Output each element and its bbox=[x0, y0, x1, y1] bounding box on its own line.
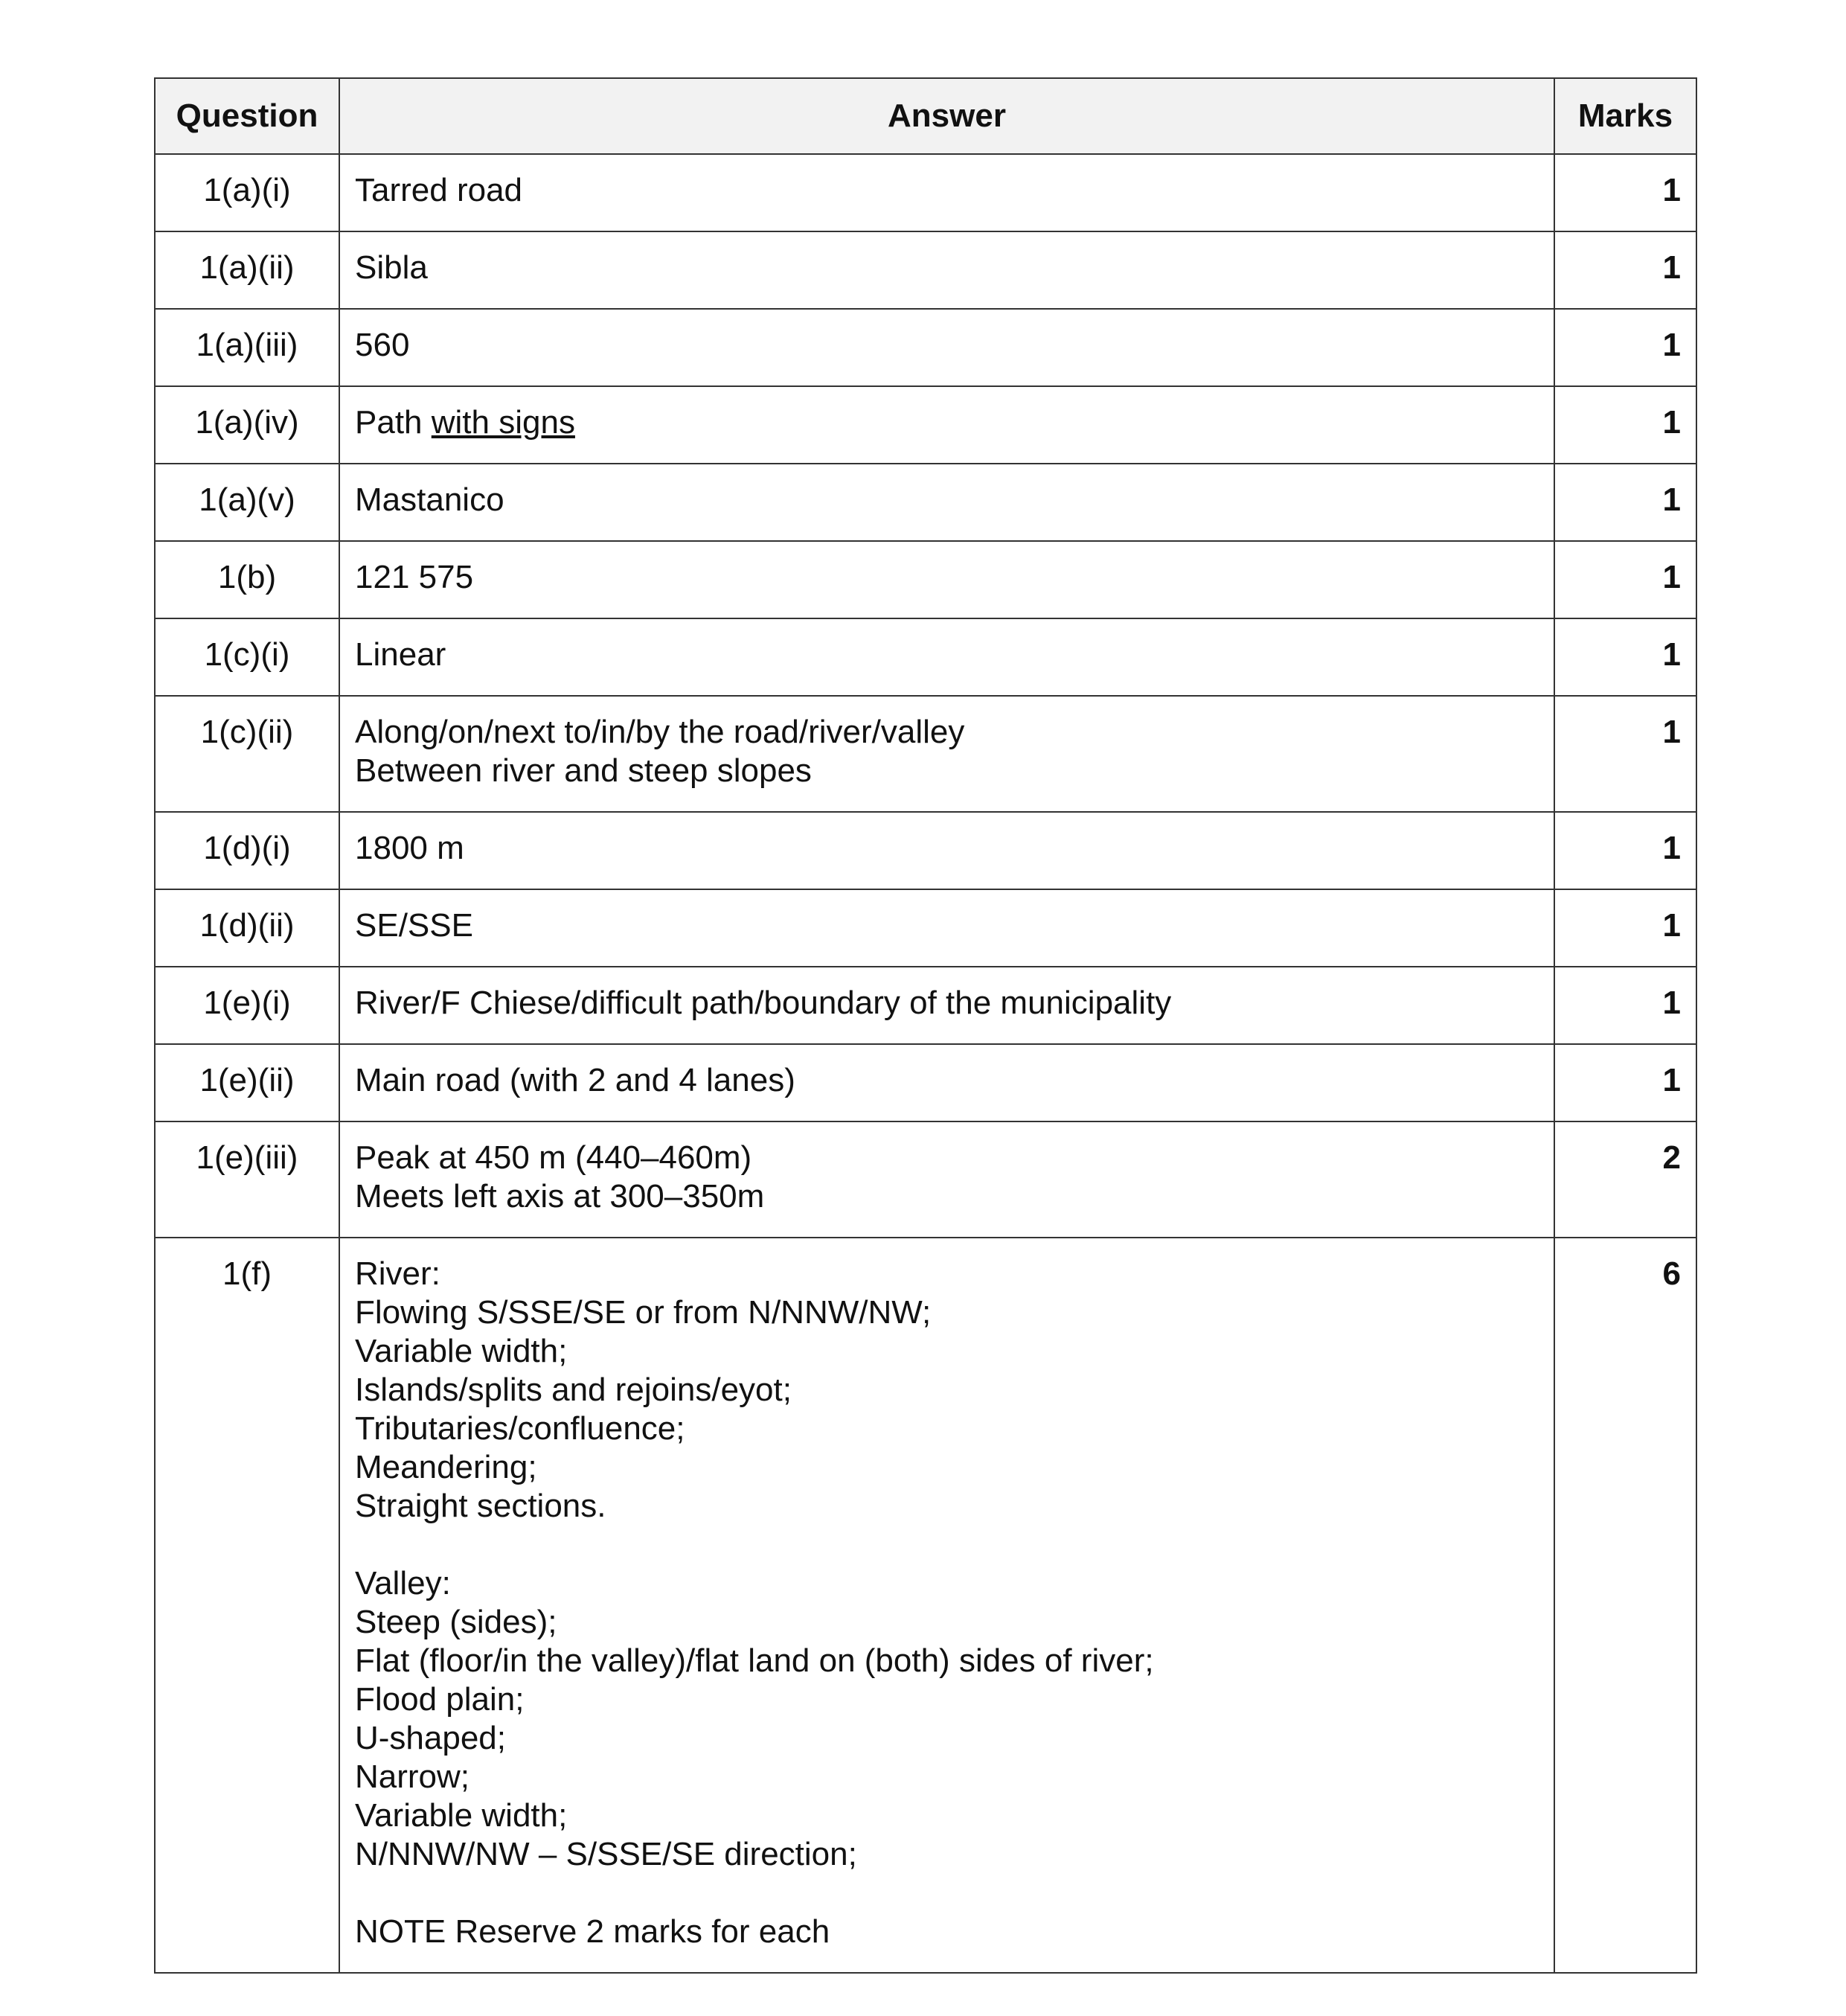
table-row bbox=[155, 618, 1696, 696]
marks-cell: 1 bbox=[1554, 696, 1696, 812]
answer-cell bbox=[339, 967, 1554, 1044]
answer-line: 560 bbox=[355, 327, 410, 363]
answer-cell bbox=[339, 1238, 1554, 1973]
question-cell: 1(b) bbox=[155, 541, 339, 618]
table-row bbox=[155, 812, 1696, 889]
answer-cell bbox=[339, 154, 1554, 231]
marks-cell: 6 bbox=[1554, 1238, 1696, 1973]
question-cell: 1(c)(ii) bbox=[155, 696, 339, 812]
answer-cell bbox=[339, 696, 1554, 812]
question-cell: 1(f) bbox=[155, 1238, 339, 1973]
answer-line: Flowing S/SSE/SE or from N/NNW/NW; bbox=[355, 1294, 932, 1331]
table-row bbox=[155, 464, 1696, 541]
table-body bbox=[155, 154, 1696, 1973]
marks-cell: 1 bbox=[1554, 231, 1696, 309]
marks-cell: 1 bbox=[1554, 967, 1696, 1044]
marks-cell: 1 bbox=[1554, 309, 1696, 386]
answer-cell bbox=[339, 618, 1554, 696]
marks-cell: 1 bbox=[1554, 154, 1696, 231]
answer-line: Islands/splits and rejoins/eyot; bbox=[355, 1372, 792, 1408]
answer-line: Variable width; bbox=[355, 1797, 568, 1834]
marks-header: Marks bbox=[1554, 78, 1696, 154]
answer-line: Steep (sides); bbox=[355, 1604, 557, 1640]
answer-header: Answer bbox=[339, 78, 1554, 154]
answer-line bbox=[355, 403, 1539, 442]
answer-line: NOTE Reserve 2 marks for each bbox=[355, 1913, 830, 1950]
marks-cell: 1 bbox=[1554, 618, 1696, 696]
answer-line: Variable width; bbox=[355, 1333, 568, 1369]
answer-line: SE/SSE bbox=[355, 907, 473, 944]
answer-line: Meandering; bbox=[355, 1449, 537, 1485]
marks-cell: 1 bbox=[1554, 386, 1696, 464]
answer-cell bbox=[339, 889, 1554, 967]
marks-cell: 1 bbox=[1554, 464, 1696, 541]
question-cell: 1(a)(iv) bbox=[155, 386, 339, 464]
answer-line: 121 575 bbox=[355, 559, 474, 595]
answer-line: U-shaped; bbox=[355, 1720, 507, 1756]
marks-cell: 1 bbox=[1554, 889, 1696, 967]
table-row bbox=[155, 386, 1696, 464]
answer-line: 1800 m bbox=[355, 830, 464, 866]
answer-cell bbox=[339, 812, 1554, 889]
marks-cell: 1 bbox=[1554, 1044, 1696, 1121]
question-cell: 1(e)(iii) bbox=[155, 1121, 339, 1238]
marks-cell: 1 bbox=[1554, 541, 1696, 618]
answer-line: River: bbox=[355, 1255, 440, 1292]
table-row bbox=[155, 1121, 1696, 1238]
answer-line: N/NNW/NW – S/SSE/SE direction; bbox=[355, 1836, 857, 1872]
answer-line: Main road (with 2 and 4 lanes) bbox=[355, 1062, 795, 1098]
table-row bbox=[155, 1044, 1696, 1121]
question-cell: 1(a)(i) bbox=[155, 154, 339, 231]
answer-line: Tarred road bbox=[355, 172, 523, 208]
answer-line: Meets left axis at 300–350m bbox=[355, 1178, 765, 1215]
answer-line: Tributaries/confluence; bbox=[355, 1410, 685, 1447]
question-cell: 1(d)(i) bbox=[155, 812, 339, 889]
answer-line: Straight sections. bbox=[355, 1488, 606, 1524]
answer-underlined-text: with signs bbox=[431, 404, 575, 441]
answer-cell bbox=[339, 464, 1554, 541]
marks-cell: 2 bbox=[1554, 1121, 1696, 1238]
marks-cell: 1 bbox=[1554, 812, 1696, 889]
question-cell: 1(a)(iii) bbox=[155, 309, 339, 386]
answer-line bbox=[355, 1874, 1539, 1913]
answer-line: Valley: bbox=[355, 1565, 451, 1601]
table-row bbox=[155, 889, 1696, 967]
answer-text: Path bbox=[355, 404, 432, 441]
answer-line bbox=[355, 1526, 1539, 1564]
question-cell: 1(a)(v) bbox=[155, 464, 339, 541]
answer-line: Sibla bbox=[355, 249, 428, 286]
answer-line: Narrow; bbox=[355, 1759, 470, 1795]
table-row bbox=[155, 309, 1696, 386]
question-cell: 1(d)(ii) bbox=[155, 889, 339, 967]
mark-scheme-table bbox=[154, 77, 1697, 1974]
header-row bbox=[155, 78, 1696, 154]
table-row bbox=[155, 231, 1696, 309]
question-cell: 1(e)(ii) bbox=[155, 1044, 339, 1121]
answer-line: Mastanico bbox=[355, 481, 504, 518]
answer-cell bbox=[339, 231, 1554, 309]
answer-cell bbox=[339, 1121, 1554, 1238]
answer-cell bbox=[339, 309, 1554, 386]
table-row bbox=[155, 541, 1696, 618]
answer-line: Flat (floor/in the valley)/flat land on (both) sides of river; bbox=[355, 1642, 1154, 1679]
answer-line: Flood plain; bbox=[355, 1681, 525, 1718]
question-cell: 1(e)(i) bbox=[155, 967, 339, 1044]
answer-cell bbox=[339, 386, 1554, 464]
table-row bbox=[155, 967, 1696, 1044]
table-row bbox=[155, 696, 1696, 812]
answer-line: River/F Chiese/difficult path/boundary of the municipality bbox=[355, 985, 1172, 1021]
question-cell: 1(a)(ii) bbox=[155, 231, 339, 309]
answer-line: Linear bbox=[355, 636, 446, 673]
table-row bbox=[155, 154, 1696, 231]
question-cell: 1(c)(i) bbox=[155, 618, 339, 696]
answer-cell bbox=[339, 1044, 1554, 1121]
table-row bbox=[155, 1238, 1696, 1973]
answer-line: Between river and steep slopes bbox=[355, 752, 812, 789]
answer-line: Peak at 450 m (440–460m) bbox=[355, 1139, 752, 1176]
answer-cell bbox=[339, 541, 1554, 618]
question-header: Question bbox=[155, 78, 339, 154]
answer-line: Along/on/next to/in/by the road/river/valley bbox=[355, 714, 965, 750]
